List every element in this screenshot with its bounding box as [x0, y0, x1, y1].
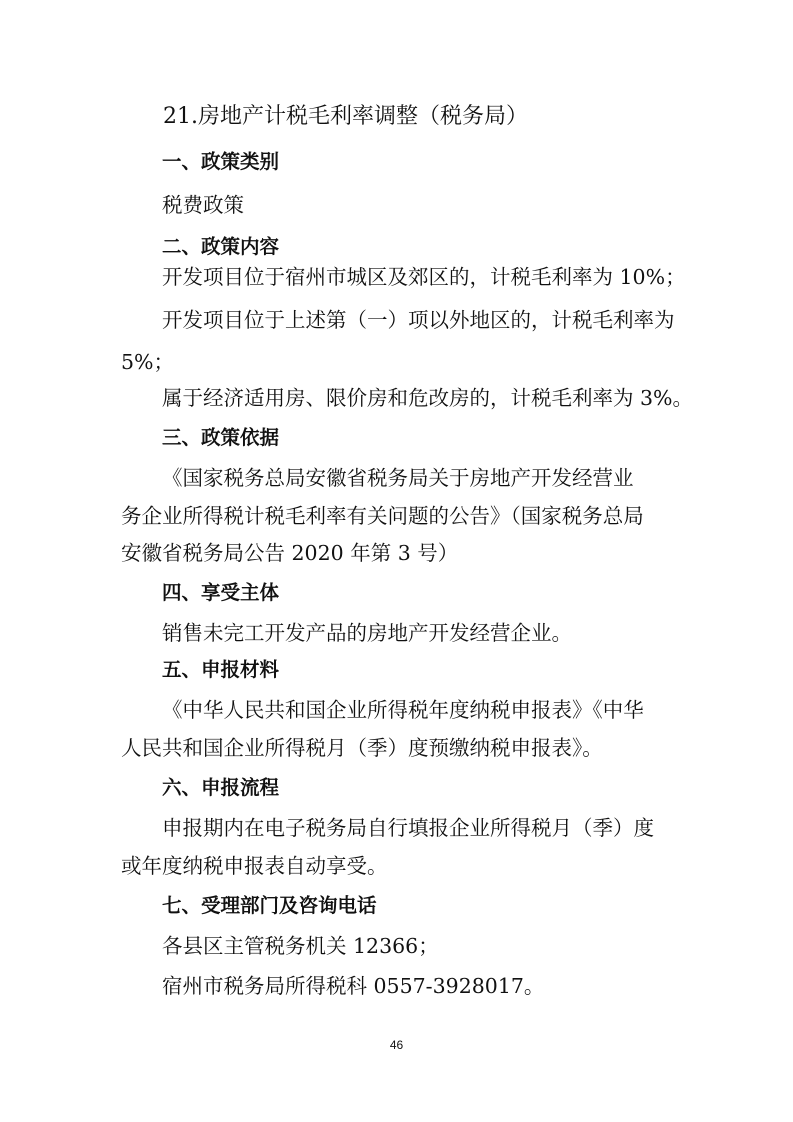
document-title: 21.房地产计税毛利率调整（税务局） — [163, 104, 528, 129]
section-heading-contact: 七、受理部门及咨询电话 — [162, 894, 377, 917]
contact-line-1: 各县区主管税务机关 12366； — [162, 934, 439, 958]
materials-line-2: 人民共和国企业所得税月（季）度预缴纳税申报表》。 — [121, 736, 603, 760]
page-number: 46 — [389, 1038, 404, 1052]
section-heading-beneficiary: 四、享受主体 — [162, 581, 280, 604]
materials-line-1: 《中华人民共和国企业所得税年度纳税申报表》《中华 — [162, 698, 644, 722]
section-heading-process: 六、申报流程 — [162, 776, 280, 799]
process-line-1: 申报期内在电子税务局自行填报企业所得税月（季）度 — [162, 816, 654, 840]
content-line-3: 5%； — [121, 350, 175, 374]
contact-line-2: 宿州市税务局所得税科 0557-3928017。 — [162, 974, 545, 998]
content-line-2: 开发项目位于上述第（一）项以外地区的，计税毛利率为 — [162, 308, 675, 332]
category-text: 税费政策 — [162, 193, 244, 217]
process-line-2: 或年度纳税申报表自动享受。 — [121, 854, 388, 878]
beneficiary-text: 销售未完工开发产品的房地产开发经营企业。 — [162, 621, 572, 645]
section-heading-category: 一、政策类别 — [162, 150, 280, 173]
section-heading-materials: 五、申报材料 — [162, 658, 280, 681]
section-heading-basis: 三、政策依据 — [162, 426, 280, 449]
content-line-1: 开发项目位于宿州市城区及郊区的，计税毛利率为 10%； — [162, 265, 686, 289]
section-heading-content: 二、政策内容 — [162, 235, 280, 258]
content-line-4: 属于经济适用房、限价房和危改房的，计税毛利率为 3%。 — [162, 386, 694, 410]
basis-line-2: 务企业所得税计税毛利率有关问题的公告》（国家税务总局 — [121, 504, 644, 528]
basis-line-1: 《国家税务总局安徽省税务局关于房地产开发经营业 — [162, 466, 634, 490]
basis-line-3: 安徽省税务局公告 2020 年第 3 号） — [121, 541, 459, 565]
